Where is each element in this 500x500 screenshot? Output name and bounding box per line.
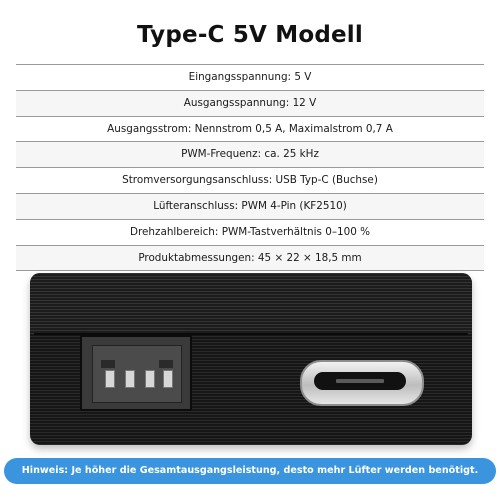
usb-c-port: [300, 360, 424, 406]
connector-pin: [163, 370, 173, 388]
connector-pin: [145, 370, 155, 388]
spec-row-power-connector: Stromversorgungsanschluss: USB Typ-C (Buchse): [16, 168, 484, 194]
spec-row-pwm-frequency: PWM-Frequenz: ca. 25 kHz: [16, 142, 484, 168]
note-banner: Hinweis: Je höher die Gesamtausgangsleistung, desto mehr Lüfter werden benötigt.: [4, 458, 496, 484]
page-title: Type-C 5V Modell: [137, 22, 363, 48]
connector-pin: [105, 370, 115, 388]
fan-connector-port: [80, 335, 192, 411]
connector-latch: [159, 360, 173, 368]
spec-table: [16, 64, 484, 271]
product-photo: [30, 273, 472, 445]
fan-connector-housing: [92, 345, 182, 403]
spec-row-output-voltage: Ausgangsspannung: 12 V: [16, 91, 484, 117]
connector-latch: [101, 360, 115, 368]
spec-row-input-voltage: Eingangsspannung: 5 V: [16, 65, 484, 91]
spec-row-dimensions: Produktabmessungen: 45 × 22 × 18,5 mm: [16, 246, 484, 272]
usb-c-opening: [314, 372, 406, 390]
device-case-lid: [30, 273, 472, 335]
spec-row-output-current: Ausgangsstrom: Nennstrom 0,5 A, Maximalstrom 0,7 A: [16, 117, 484, 143]
spec-row-fan-connector: Lüfteranschluss: PWM 4-Pin (KF2510): [16, 194, 484, 220]
spec-row-speed-range: Drehzahlbereich: PWM-Tastverhältnis 0–100 %: [16, 220, 484, 246]
connector-pin: [125, 370, 135, 388]
usb-c-tongue: [336, 379, 384, 383]
